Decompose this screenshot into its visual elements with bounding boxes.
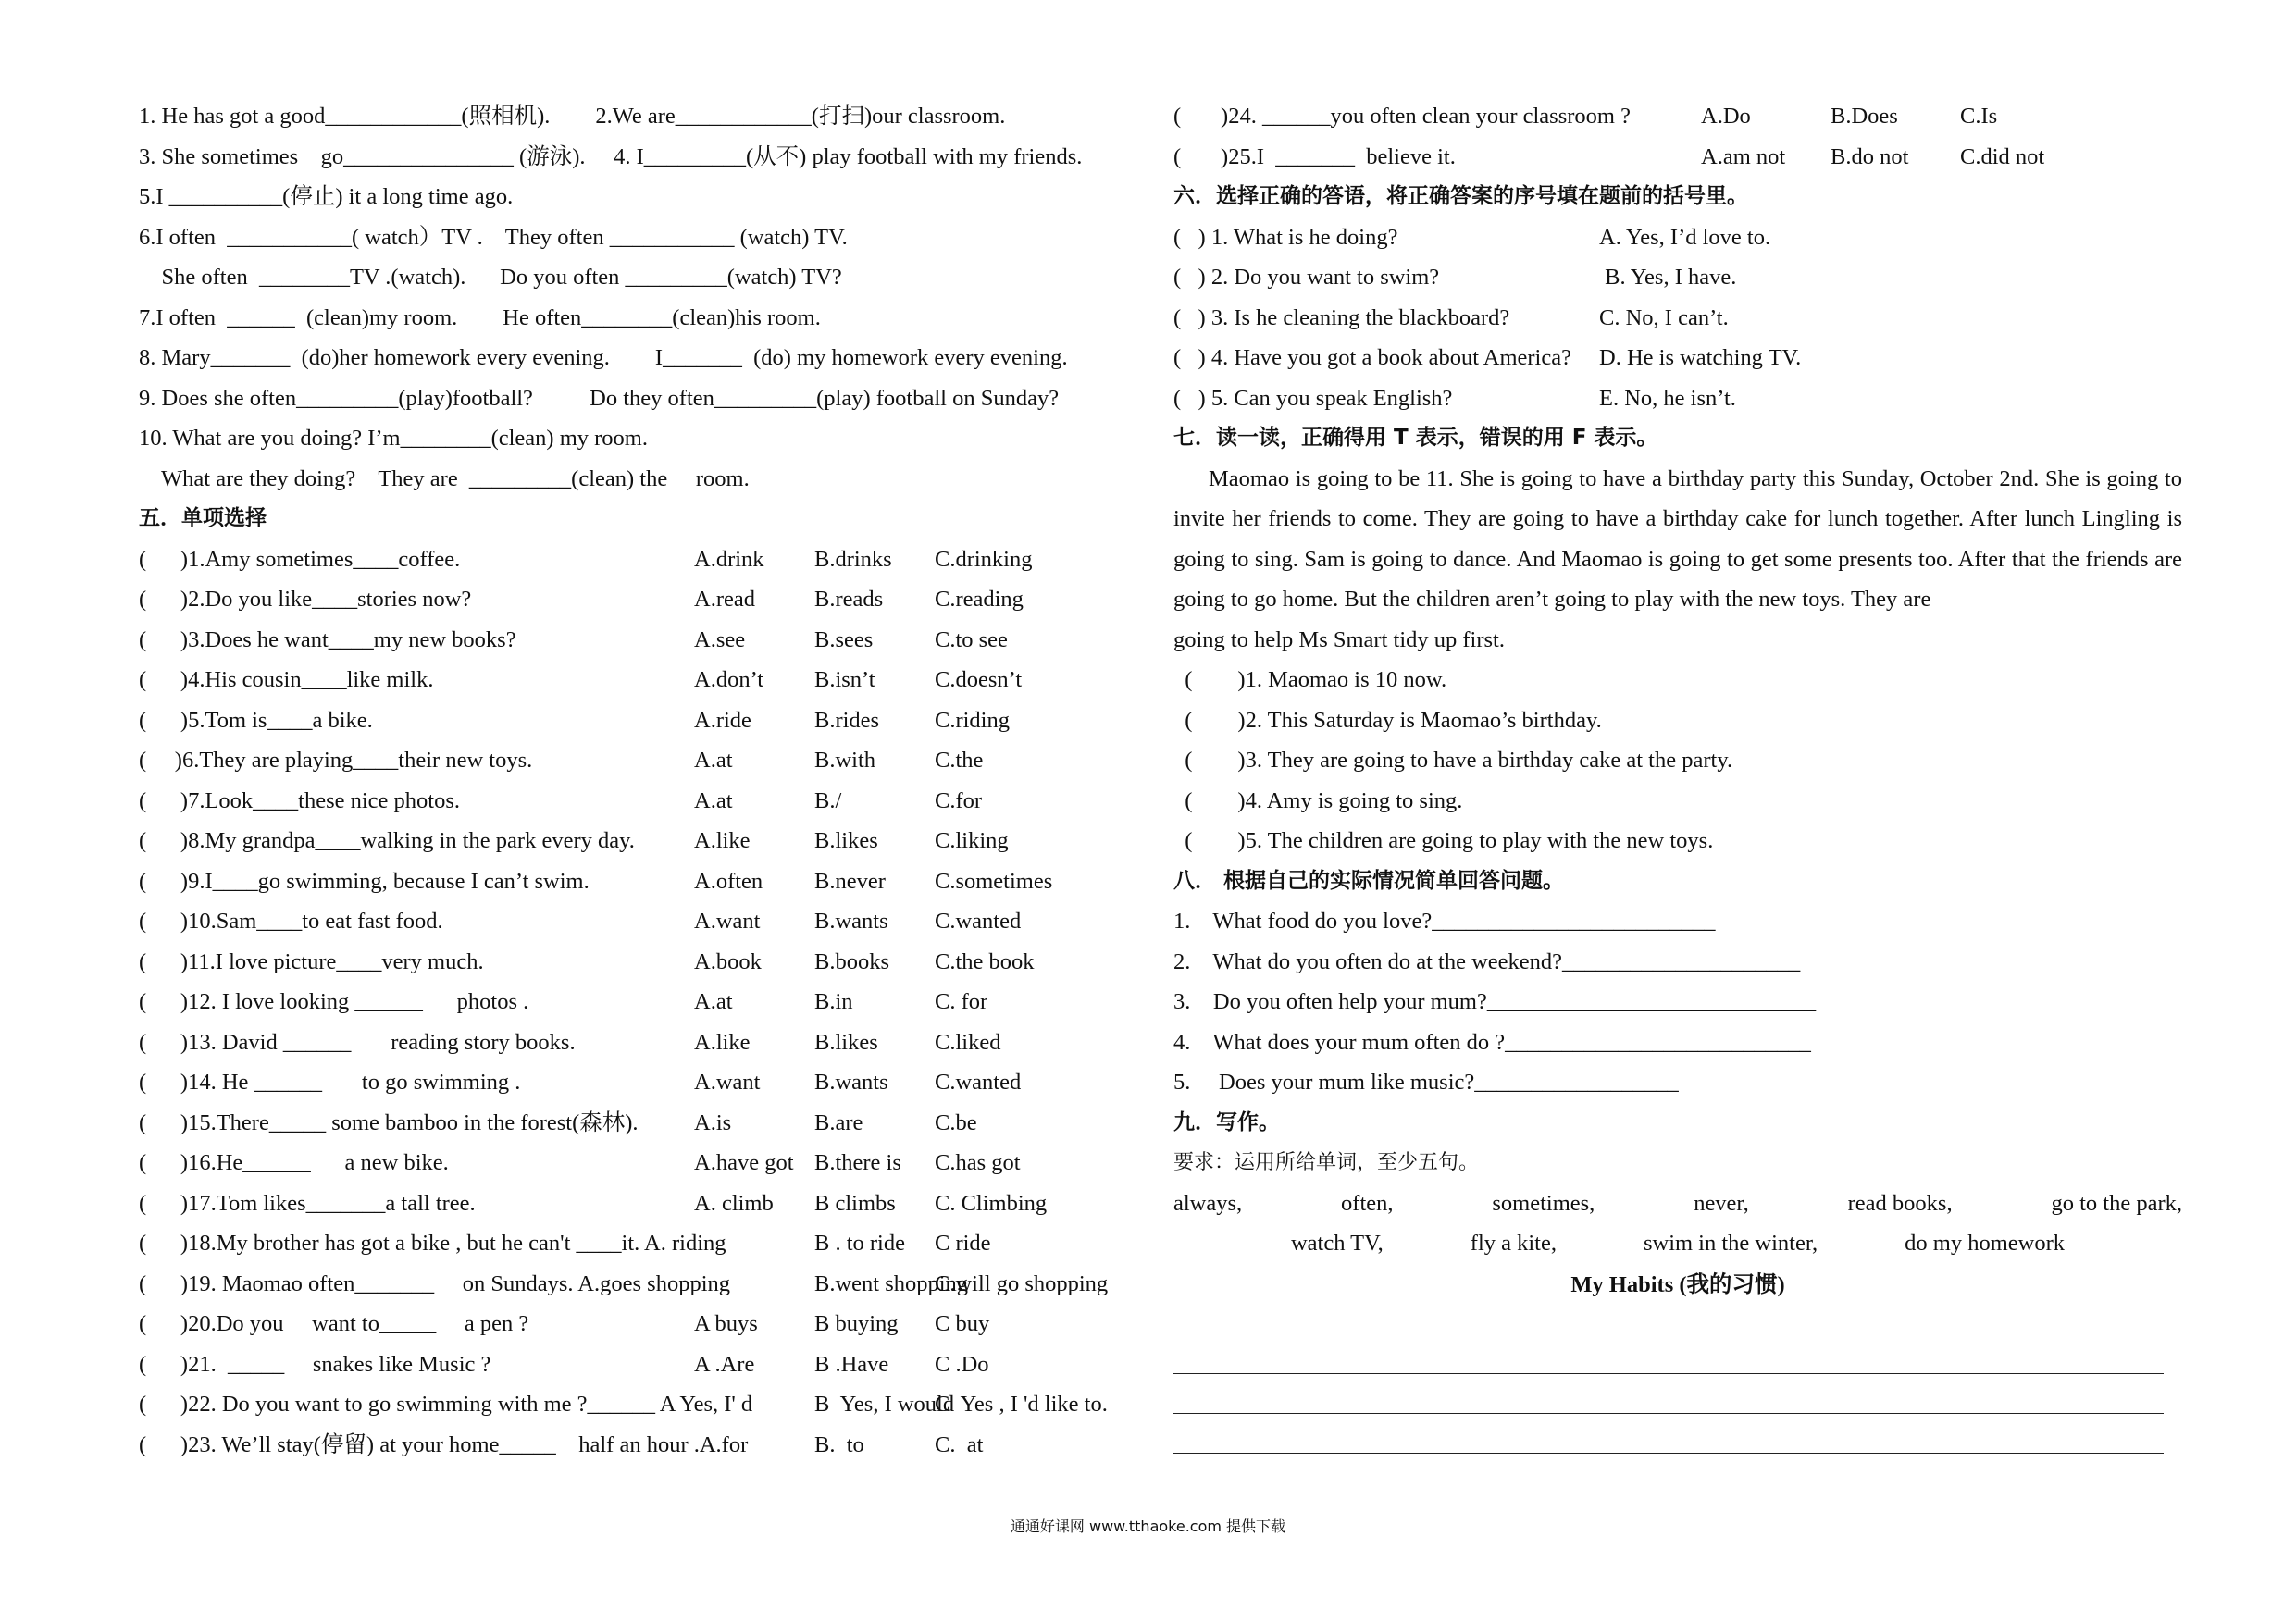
answer-line: 2. What do you often do at the weekend?_____________________: [1173, 948, 1801, 974]
question-row: [139, 579, 1138, 620]
matching-question: ( ) 5. Can you speak English?: [1173, 385, 1453, 411]
question-prompt: ( )9.I____go swimming, because I can’t swim.: [139, 868, 590, 894]
question-row: [1173, 137, 2182, 178]
option-b: B.isn’t: [814, 667, 875, 692]
fill-in-line: She often ________TV .(watch). Do you often _________(watch) TV?: [139, 265, 842, 290]
question-row: [139, 861, 1138, 902]
matching-row: [1173, 217, 2182, 258]
matching-answer: C. No, I can’t.: [1599, 304, 1729, 330]
option-a: A.want: [694, 909, 761, 934]
option-c: C.liked: [935, 1029, 1001, 1055]
matching-question: ( ) 2. Do you want to swim?: [1173, 265, 1440, 290]
option-b: B.rides: [814, 707, 880, 733]
option-c: C.for: [935, 787, 983, 813]
question-prompt: ( )13. David ______ reading story books.: [139, 1029, 576, 1055]
fill-in-line: 3. She sometimes go_______________ (游泳). 4. I_________(从不) play football with my friends.: [139, 143, 1083, 169]
word-bank-item: always,: [1173, 1190, 1243, 1216]
question-prompt: ( )22. Do you want to go swimming with me ?______ A Yes, I' d: [139, 1392, 753, 1417]
option-c: C.wanted: [935, 909, 1022, 934]
matching-row: [1173, 257, 2182, 298]
matching-question: ( ) 1. What is he doing?: [1173, 224, 1398, 250]
option-c: C.the book: [935, 948, 1035, 974]
word-bank-item: go to the park,: [2051, 1190, 2182, 1216]
reading-passage: Maomao is going to be 11. She is going to have a birthday party this Sunday, October 2nd. She is going to invite her friends to come. They are going to have a birthday cake for lunch together. After lunch Lingling is going to sing. Sam is going to dance. And Maomao is going to get some presents too. After that the friends are going to go home. But the children aren’t going to play with the new toys. They are: [1173, 465, 2182, 612]
matching-answer: A. Yes, I’d love to.: [1599, 224, 1771, 250]
option-a: A.drink: [694, 546, 764, 572]
option-a: A.is: [694, 1109, 732, 1135]
option-a: A. climb: [694, 1190, 774, 1216]
word-bank-item: swim in the winter,: [1643, 1231, 1818, 1256]
fill-in-line: 5.I __________(停止) it a long time ago.: [139, 184, 514, 209]
option-b: B.wants: [814, 909, 888, 934]
question-prompt: ( )10.Sam____to eat fast food.: [139, 909, 443, 934]
option-b: B buying: [814, 1311, 899, 1336]
option-c: C ride: [935, 1231, 991, 1256]
option-a: A.want: [694, 1070, 761, 1095]
question-prompt: ( )6.They are playing____their new toys.: [139, 748, 533, 773]
answer-line: 3. Do you often help your mum?_____________________________: [1173, 989, 1817, 1014]
option-c: C buy: [935, 1311, 990, 1336]
option-a: A.ride: [694, 707, 751, 733]
option-a: A .Are: [694, 1351, 755, 1377]
word-bank-item: fly a kite,: [1470, 1231, 1557, 1256]
option-a: A.at: [694, 787, 733, 813]
fill-in-line: 6.I often ___________( watch）TV . They often ___________ (watch) TV.: [139, 224, 848, 250]
question-prompt: ( )20.Do you want to_____ a pen ?: [139, 1311, 529, 1336]
word-bank-item: read books,: [1847, 1190, 1953, 1216]
word-bank-item: watch TV,: [1290, 1231, 1384, 1256]
option-b: B.are: [814, 1109, 863, 1135]
question-row: [139, 539, 1138, 580]
option-b: B. to: [814, 1431, 864, 1457]
option-a: A.see: [694, 626, 746, 652]
option-b: B.reads: [814, 587, 884, 612]
option-c: C.the: [935, 748, 984, 773]
option-a: A.am not: [1701, 143, 1786, 169]
option-b: B.in: [814, 989, 853, 1014]
question-prompt: ( )23. We’ll stay(停留) at your home_____ half an hour .A.for: [139, 1431, 749, 1457]
question-prompt: ( )12. I love looking ______ photos .: [139, 989, 529, 1014]
question-prompt: ( )18.My brother has got a bike , but he can't ____it. A. riding: [139, 1231, 726, 1256]
option-a: A.at: [694, 989, 733, 1014]
option-b: B.went shopping: [814, 1270, 969, 1296]
option-b: B.wants: [814, 1070, 888, 1095]
option-c: C Yes , I 'd like to.: [935, 1392, 1108, 1417]
matching-answer: D. He is watching TV.: [1599, 345, 1802, 370]
question-prompt: ( )15.There_____ some bamboo in the forest(森林).: [139, 1109, 639, 1135]
multiple-choice-list-continued: [1173, 96, 2182, 177]
answer-line: 4. What does your mum often do ?___________________________: [1173, 1029, 1811, 1055]
fill-in-line: 10. What are you doing? I’m________(clean) my room.: [139, 426, 648, 451]
option-b: B climbs: [814, 1190, 896, 1216]
question-prompt: ( )2.Do you like____stories now?: [139, 587, 472, 612]
word-bank-item: sometimes,: [1492, 1190, 1595, 1216]
fill-in-line: What are they doing? They are _________(clean) the room.: [139, 465, 750, 491]
word-bank-row-1: [1173, 1183, 2182, 1224]
question-row: [139, 1344, 1138, 1385]
matching-row: [1173, 338, 2182, 378]
reading-passage-end: going to help Ms Smart tidy up first.: [1173, 626, 1505, 652]
option-b: B.there is: [814, 1150, 901, 1175]
fill-in-line: 8. Mary_______ (do)her homework every evening. I_______ (do) my homework every evening.: [139, 345, 1068, 370]
question-prompt: ( )3.Does he want____my new books?: [139, 626, 516, 652]
question-row: [1173, 96, 2182, 137]
option-a: A.read: [694, 587, 755, 612]
option-c: C.wanted: [935, 1070, 1022, 1095]
question-row: [139, 1384, 1138, 1425]
question-prompt: ( )25.I _______ believe it.: [1173, 143, 1456, 169]
option-c: C.liking: [935, 828, 1009, 853]
matching-row: [1173, 378, 2182, 419]
option-a: A.like: [694, 828, 751, 853]
option-b: B.books: [814, 948, 890, 974]
matching-row: [1173, 298, 2182, 339]
option-b: B .Have: [814, 1351, 889, 1377]
option-a: A buys: [694, 1311, 758, 1336]
true-false-item: ( )4. Amy is going to sing.: [1173, 787, 1463, 813]
writing-line: [1173, 1413, 2164, 1414]
writing-line: [1173, 1373, 2164, 1374]
question-row: [139, 1103, 1138, 1144]
matching-section: [1173, 217, 2182, 419]
option-c: C. at: [935, 1431, 984, 1457]
option-b: B.likes: [814, 828, 878, 853]
question-prompt: ( )14. He ______ to go swimming .: [139, 1070, 521, 1095]
question-prompt: ( )5.Tom is____a bike.: [139, 707, 373, 733]
fill-in-line: 7.I often ______ (clean)my room. He often________(clean)his room.: [139, 304, 821, 330]
option-b: B.drinks: [814, 546, 892, 572]
section-7-heading: 七．读一读，正确得用 T 表示，错误的用 F 表示。: [1173, 426, 1658, 450]
matching-question: ( ) 4. Have you got a book about America?: [1173, 345, 1571, 370]
option-a: A.don’t: [694, 667, 764, 692]
option-b: B.likes: [814, 1029, 878, 1055]
option-c: C.drinking: [935, 546, 1033, 572]
question-row: [139, 1143, 1138, 1183]
question-row: [139, 700, 1138, 741]
question-prompt: ( )4.His cousin____like milk.: [139, 667, 434, 692]
question-row: [139, 620, 1138, 661]
matching-answer: E. No, he isn’t.: [1599, 385, 1736, 411]
true-false-item: ( )3. They are going to have a birthday cake at the party.: [1173, 748, 1733, 773]
option-b: B.sees: [814, 626, 874, 652]
true-false-section: [1173, 660, 2182, 861]
question-prompt: ( )8.My grandpa____walking in the park every day.: [139, 828, 635, 853]
word-bank-item: do my homework: [1905, 1231, 2065, 1256]
short-answer-section: [1173, 901, 2182, 1103]
left-column: [139, 96, 1138, 1465]
option-b: B./: [814, 787, 842, 813]
option-c: C. Climbing: [935, 1190, 1048, 1216]
question-row: [139, 1062, 1138, 1103]
question-prompt: ( )19. Maomao often_______ on Sundays. A.goes shopping: [139, 1270, 730, 1296]
question-row: [139, 1183, 1138, 1224]
option-a: A.like: [694, 1029, 751, 1055]
option-c: C.doesn’t: [935, 667, 1023, 692]
multiple-choice-list: [139, 539, 1138, 1466]
question-row: [139, 1304, 1138, 1344]
option-c: C .Do: [935, 1351, 989, 1377]
option-a: A.often: [694, 868, 763, 894]
true-false-item: ( )5. The children are going to play with the new toys.: [1173, 828, 1714, 853]
question-row: [139, 740, 1138, 781]
option-c: C.to see: [935, 626, 1008, 652]
word-bank-row-2: [1173, 1223, 2182, 1264]
question-row: [139, 942, 1138, 983]
option-b: B.never: [814, 868, 886, 894]
answer-line: 5. Does your mum like music?__________________: [1173, 1070, 1679, 1095]
fill-in-line: 9. Does she often_________(play)football? Do they often_________(play) football on Sunday?: [139, 385, 1060, 411]
fill-in-line: 1. He has got a good____________(照相机). 2.We are____________(打扫)our classroom.: [139, 104, 1006, 129]
option-a: A.have got: [694, 1150, 794, 1175]
true-false-item: ( )1. Maomao is 10 now.: [1173, 667, 1447, 692]
writing-line: [1173, 1453, 2164, 1454]
question-row: [139, 901, 1138, 942]
answer-line: 1. What food do you love?_________________________: [1173, 909, 1716, 934]
right-column: [1173, 96, 2182, 1454]
question-prompt: ( )24. ______you often clean your classroom ?: [1173, 104, 1631, 129]
option-c: C.Is: [1960, 104, 1998, 129]
section-8-heading: 八． 根据自己的实际情况简单回答问题。: [1173, 868, 1565, 893]
option-b: B.Does: [1831, 104, 1898, 129]
option-c: C.riding: [935, 707, 1010, 733]
option-c: C. for: [935, 989, 988, 1014]
option-c: C.did not: [1960, 143, 2045, 169]
question-prompt: ( )11.I love picture____very much.: [139, 948, 484, 974]
section-5-heading: 五．单项选择: [139, 506, 267, 530]
essay-title: My Habits (我的习惯): [1570, 1271, 1785, 1297]
question-row: [139, 821, 1138, 861]
question-prompt: ( )17.Tom likes_______a tall tree.: [139, 1190, 476, 1216]
word-bank-item: often,: [1341, 1190, 1394, 1216]
question-row: [139, 660, 1138, 700]
matching-question: ( ) 3. Is he cleaning the blackboard?: [1173, 304, 1510, 330]
option-c: C.sometimes: [935, 868, 1053, 894]
section-9-heading: 九．写作。: [1173, 1109, 1280, 1134]
option-c: C.has got: [935, 1150, 1021, 1175]
option-b: B.with: [814, 748, 876, 773]
true-false-item: ( )2. This Saturday is Maomao’s birthday.: [1173, 707, 1602, 733]
option-a: A.Do: [1701, 104, 1751, 129]
option-c: C.reading: [935, 587, 1024, 612]
option-a: A.at: [694, 748, 733, 773]
word-bank-item: never,: [1694, 1190, 1749, 1216]
option-b: B . to ride: [814, 1231, 905, 1256]
option-c: C.be: [935, 1109, 977, 1135]
option-b: B.do not: [1831, 143, 1909, 169]
option-a: A.book: [694, 948, 762, 974]
question-row: [139, 982, 1138, 1022]
matching-answer: B. Yes, I have.: [1599, 265, 1737, 290]
option-b: B Yes, I would: [814, 1392, 955, 1417]
section-6-heading: 六．选择正确的答语，将正确答案的序号填在题前的括号里。: [1173, 184, 1748, 208]
fill-in-section: [139, 96, 1138, 499]
question-row: [139, 1223, 1138, 1264]
question-prompt: ( )1.Amy sometimes____coffee.: [139, 546, 461, 572]
question-row: [139, 781, 1138, 822]
question-prompt: ( )21. _____ snakes like Music ?: [139, 1351, 491, 1377]
option-c: C.will go shopping: [935, 1270, 1109, 1296]
question-prompt: ( )16.He______ a new bike.: [139, 1150, 449, 1175]
question-row: [139, 1022, 1138, 1063]
page-footer: 通通好课网 www.tthaoke.com 提供下载: [1010, 1518, 1286, 1535]
question-row: [139, 1264, 1138, 1305]
question-prompt: ( )7.Look____these nice photos.: [139, 787, 461, 813]
writing-requirement: 要求：运用所给单词，至少五句。: [1173, 1151, 1480, 1174]
question-row: [139, 1425, 1138, 1466]
